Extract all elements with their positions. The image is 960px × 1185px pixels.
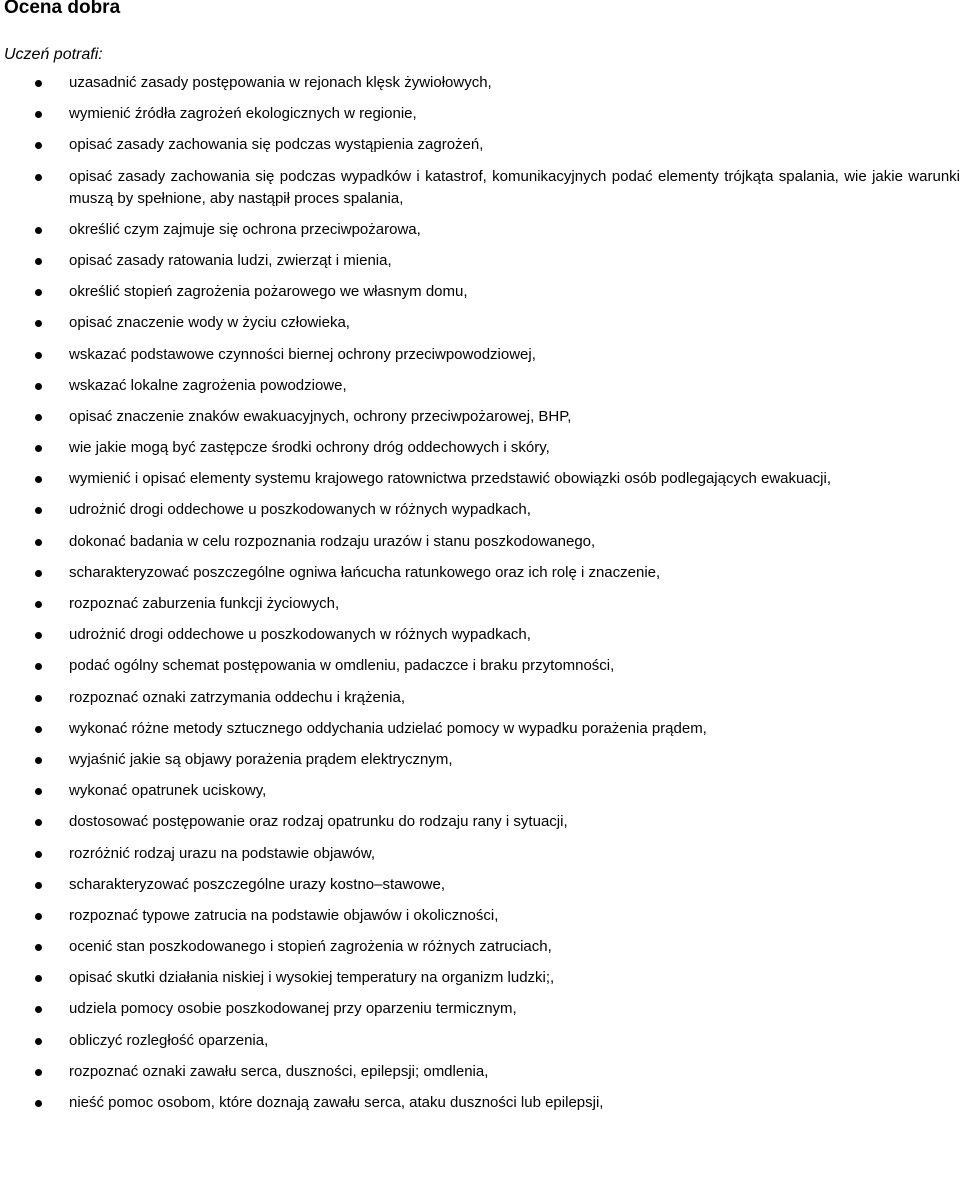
list-item-text: rozróżnić rodzaj urazu na podstawie objawów, <box>69 844 375 862</box>
list-item <box>0 312 960 334</box>
page-title: Ocena dobra <box>4 0 121 18</box>
bullet-icon <box>35 726 42 733</box>
list-item-text: wykonać opatrunek uciskowy, <box>69 782 267 800</box>
bullet-icon <box>35 788 42 795</box>
bullet-icon <box>35 476 42 483</box>
bullet-icon <box>35 570 42 577</box>
list-item-text: określić czym zajmuje się ochrona przeciwpożarowa, <box>69 220 421 238</box>
bullet-icon <box>35 539 42 546</box>
bullet-icon <box>35 352 42 359</box>
list-item <box>0 843 960 865</box>
bullet-icon <box>35 944 42 951</box>
list-item <box>0 874 960 896</box>
list-item <box>0 166 960 210</box>
list-item <box>0 468 960 490</box>
list-item <box>0 499 960 521</box>
list-item-text: rozpoznać oznaki zatrzymania oddechu i krążenia, <box>69 688 406 706</box>
list-item <box>0 749 960 771</box>
list-item <box>0 1030 960 1052</box>
list-item <box>0 811 960 833</box>
list-item <box>0 936 960 958</box>
bullet-icon <box>35 1069 42 1076</box>
list-item-text: wie jakie mogą być zastępcze środki ochrony dróg oddechowych i skóry, <box>69 439 550 457</box>
bullet-icon <box>35 1006 42 1013</box>
list-item-text: wskazać podstawowe czynności biernej ochrony przeciwpowodziowej, <box>69 345 536 363</box>
list-item-text: nieść pomoc osobom, które doznają zawału serca, ataku duszności lub epilepsji, <box>69 1094 604 1111</box>
bullet-icon <box>35 445 42 452</box>
list-item-text: rozpoznać oznaki zawału serca, duszności, epilepsji; omdlenia, <box>69 1062 489 1080</box>
list-item-text: dostosować postępowanie oraz rodzaj opatrunku do rodzaju rany i sytuacji, <box>69 813 568 831</box>
list-item <box>0 531 960 553</box>
bullet-icon <box>35 80 42 87</box>
list-item <box>0 718 960 740</box>
list-item <box>0 967 960 989</box>
list-item <box>0 624 960 646</box>
list-item-text: rozpoznać zaburzenia funkcji życiowych, <box>69 595 340 612</box>
bullet-icon <box>35 227 42 234</box>
bullet-icon <box>35 663 42 670</box>
list-item <box>0 219 960 241</box>
list-item-text: wyjaśnić jakie są objawy porażenia prądem elektrycznym, <box>69 750 453 768</box>
list-item <box>0 655 960 677</box>
list-item <box>0 687 960 709</box>
bullet-icon <box>35 632 42 639</box>
list-item-text: obliczyć rozległość oparzenia, <box>69 1031 269 1049</box>
list-item-text: wskazać lokalne zagrożenia powodziowe, <box>69 376 347 394</box>
bullet-icon <box>35 142 42 149</box>
bullet-icon <box>35 1038 42 1045</box>
bullet-icon <box>35 383 42 390</box>
list-item-text: wymienić i opisać elementy systemu krajowego ratownictwa przedstawić obowiązki osób podlegających ewakuacji, <box>69 470 832 488</box>
list-item-text: wymienić źródła zagrożeń ekologicznych w regionie, <box>69 105 417 123</box>
bullet-icon <box>35 851 42 858</box>
section-subtitle: Uczeń potrafi: <box>4 46 103 63</box>
list-item-text: podać ogólny schemat postępowania w omdleniu, padaczce i braku przytomności, <box>69 657 615 675</box>
list-item <box>0 72 960 94</box>
bullet-icon <box>35 1100 42 1107</box>
list-item <box>0 905 960 927</box>
bullet-icon <box>35 819 42 826</box>
bullet-icon <box>35 414 42 421</box>
list-item <box>0 998 960 1020</box>
bullet-icon <box>35 913 42 920</box>
list-item-text: udziela pomocy osobie poszkodowanej przy oparzeniu termicznym, <box>69 1000 517 1018</box>
list-item-text: opisać skutki działania niskiej i wysokiej temperatury na organizm ludzki;, <box>69 969 555 987</box>
bullet-icon <box>35 695 42 702</box>
list-item-text: określić stopień zagrożenia pożarowego we własnym domu, <box>69 283 468 301</box>
list-item <box>0 437 960 459</box>
bullet-icon <box>35 975 42 982</box>
list-item-text: rozpoznać typowe zatrucia na podstawie objawów i okoliczności, <box>69 906 499 924</box>
list-item <box>0 281 960 303</box>
bullet-icon <box>35 320 42 327</box>
bullet-icon <box>35 174 42 181</box>
bullet-icon <box>35 882 42 889</box>
bullet-icon <box>35 111 42 118</box>
list-item-text: wykonać różne metody sztucznego oddychania udzielać pomocy w wypadku porażenia prądem, <box>69 719 707 737</box>
list-item <box>0 103 960 125</box>
list-item-text: opisać zasady zachowania się podczas wypadków i katastrof, komunikacyjnych podać elementy trójkąta spalania, wie jakie warunki muszą by spełnione, aby nastąpił proces spalania, <box>69 167 960 207</box>
list-item-text: opisać znaczenie wody w życiu człowieka, <box>69 314 350 332</box>
bullet-icon <box>35 289 42 296</box>
list-item-text: uzasadnić zasady postępowania w rejonach klęsk żywiołowych, <box>69 74 492 91</box>
list-item <box>0 344 960 366</box>
skills-list <box>0 72 960 1123</box>
list-item-text: opisać zasady zachowania się podczas wystąpienia zagrożeń, <box>69 136 484 154</box>
list-item-text: ocenić stan poszkodowanego i stopień zagrożenia w różnych zatruciach, <box>69 938 552 956</box>
list-item-text: udrożnić drogi oddechowe u poszkodowanych w różnych wypadkach, <box>69 501 531 519</box>
list-item-text: dokonać badania w celu rozpoznania rodzaju urazów i stanu poszkodowanego, <box>69 532 596 550</box>
list-item-text: opisać zasady ratowania ludzi, zwierząt i mienia, <box>69 251 392 269</box>
bullet-icon <box>35 507 42 514</box>
list-item <box>0 375 960 397</box>
list-item <box>0 780 960 802</box>
bullet-icon <box>35 258 42 265</box>
list-item <box>0 1092 960 1114</box>
list-item-text: opisać znaczenie znaków ewakuacyjnych, ochrony przeciwpożarowej, BHP, <box>69 407 572 425</box>
list-item <box>0 250 960 272</box>
list-item-text: udrożnić drogi oddechowe u poszkodowanych w różnych wypadkach, <box>69 626 531 644</box>
list-item <box>0 562 960 584</box>
list-item <box>0 593 960 615</box>
bullet-icon <box>35 757 42 764</box>
list-item <box>0 1061 960 1083</box>
list-item <box>0 406 960 428</box>
list-item-text: scharakteryzować poszczególne ogniwa łańcucha ratunkowego oraz ich rolę i znaczenie, <box>69 563 661 581</box>
list-item-text: scharakteryzować poszczególne urazy kostno–stawowe, <box>69 875 446 893</box>
bullet-icon <box>35 601 42 608</box>
list-item <box>0 134 960 156</box>
